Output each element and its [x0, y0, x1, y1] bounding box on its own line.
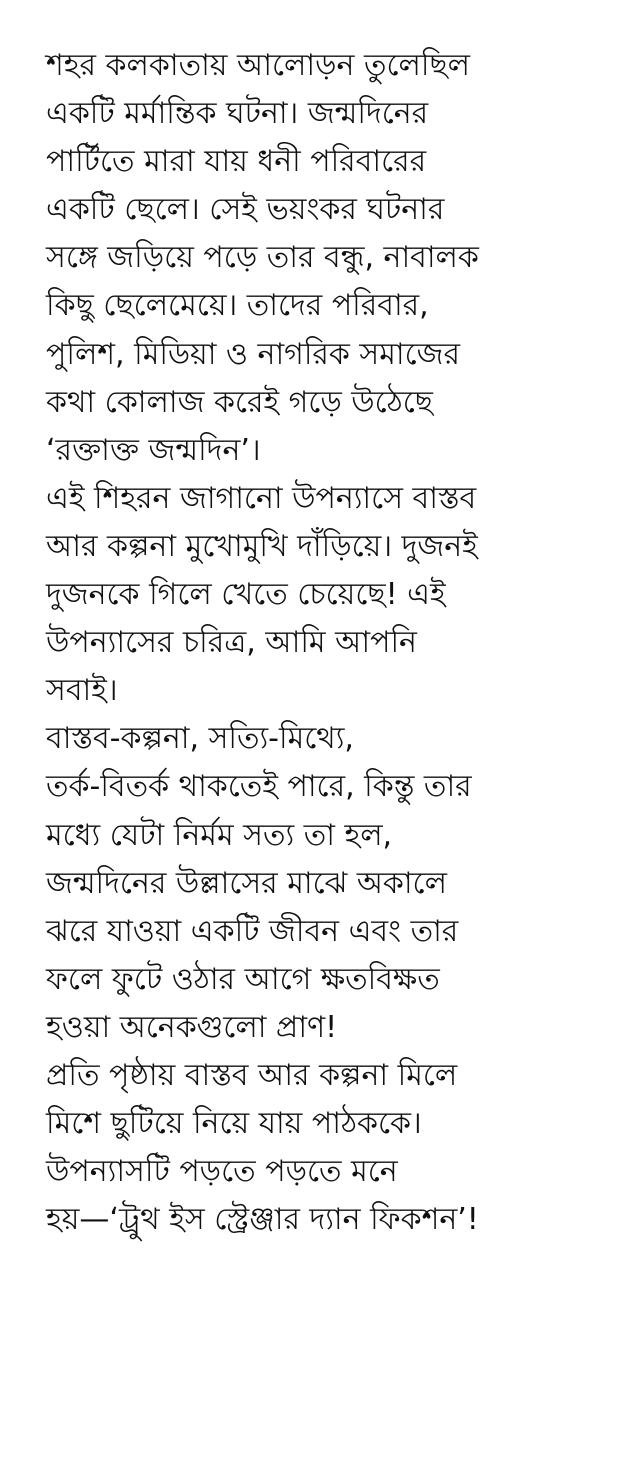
text-line: সঙ্গে জড়িয়ে পড়ে তার বন্ধু, নাবালক [46, 240, 479, 276]
text-line: ঝরে যাওয়া একটি জীবন এবং তার [46, 913, 459, 949]
text-line: আর কল্পনা মুখোমুখি দাঁড়িয়ে। দুজনই [46, 528, 478, 564]
text-line: একটি ছেলে। সেই ভয়ংকর ঘটনার [46, 192, 445, 228]
text-line: হওয়া অনেকগুলো প্রাণ! [46, 1009, 338, 1045]
text-line: তর্ক-বিতর্ক থাকতেই পারে, কিন্তু তার [46, 769, 472, 805]
text-line: এই শিহরন জাগানো উপন্যাসে বাস্তব [46, 480, 477, 516]
text-line: উপন্যাসের চরিত্র, আমি আপনি [46, 625, 417, 661]
text-line: একটি মর্মান্তিক ঘটনা। জন্মদিনের [46, 96, 429, 132]
text-line: মধ্যে যেটা নির্মম সত্য তা হল, [46, 817, 393, 853]
text-line: প্রতি পৃষ্ঠায় বাস্তব আর কল্পনা মিলে [46, 1057, 458, 1093]
text-line: ‘রক্তাক্ত জন্মদিন’। [46, 432, 261, 468]
blurb-text [46, 42, 606, 1244]
text-line: শহর কলকাতায় আলোড়ন তুলেছিল [46, 48, 470, 83]
text-line: বাস্তব-কল্পনা, সত্যি-মিথ্যে, [46, 721, 354, 757]
text-line: উপন্যাসটি পড়তে পড়তে মনে [46, 1154, 398, 1190]
text-line: পার্টিতে মারা যায় ধনী পরিবারের [46, 144, 427, 180]
text-line: সবাই। [46, 673, 118, 709]
text-line: জন্মদিনের উল্লাসের মাঝে অকালে [46, 865, 447, 901]
text-line: দুজনকে গিলে খেতে চেয়েছে! এই [46, 577, 446, 613]
text-line: মিশে ছুটিয়ে নিয়ে যায় পাঠককে। [46, 1106, 422, 1142]
text-line: পুলিশ, মিডিয়া ও নাগরিক সমাজের [46, 336, 461, 372]
text-line: ফলে ফুটে ওঠার আগে ক্ষতবিক্ষত [46, 961, 440, 997]
text-line: হয়—‘ট্রুথ ইস স্ট্রেঞ্জার দ্যান ফিকশন’! [46, 1202, 479, 1238]
text-line: কথা কোলাজ করেই গড়ে উঠেছে [46, 384, 433, 420]
text-line: কিছু ছেলেমেয়ে। তাদের পরিবার, [46, 288, 429, 324]
